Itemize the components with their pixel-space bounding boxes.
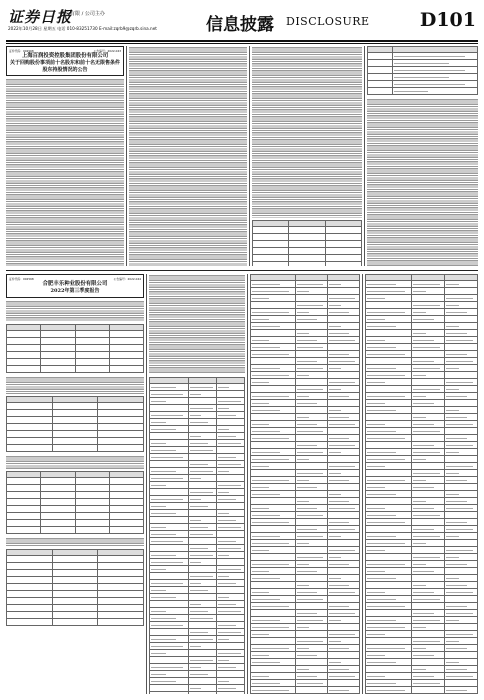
table-row <box>366 610 478 617</box>
column-divider <box>364 46 365 266</box>
table-row <box>366 428 478 435</box>
table-row <box>251 365 360 372</box>
table-row <box>150 538 245 545</box>
table-row <box>251 561 360 568</box>
table-row <box>150 447 245 454</box>
table-row <box>366 547 478 554</box>
table-row <box>150 573 245 580</box>
table-row <box>251 442 360 449</box>
column-divider <box>247 274 248 694</box>
table-row <box>150 629 245 636</box>
table-row <box>251 680 360 687</box>
table-row <box>150 391 245 398</box>
table-row <box>150 468 245 475</box>
table-row <box>251 379 360 386</box>
table-row <box>251 477 360 484</box>
table-row <box>251 484 360 491</box>
bottom-column-4 <box>365 274 478 694</box>
table-row <box>251 568 360 575</box>
table-row <box>150 475 245 482</box>
table-row <box>251 694 360 695</box>
table-row <box>366 442 478 449</box>
table-row <box>150 510 245 517</box>
table-row <box>366 575 478 582</box>
article-body-text <box>6 537 144 547</box>
table-row <box>366 512 478 519</box>
article-body-text <box>367 98 478 266</box>
table-row <box>366 470 478 477</box>
table-row <box>150 587 245 594</box>
table-row <box>366 288 478 295</box>
table-row <box>150 671 245 678</box>
table-row <box>366 617 478 624</box>
table-row <box>251 512 360 519</box>
table-row <box>150 685 245 692</box>
table-row <box>366 645 478 652</box>
table-row <box>150 552 245 559</box>
table-row <box>150 664 245 671</box>
company-name: 上海百润投资控股集团股份有限公司 <box>21 53 109 59</box>
table-row <box>251 526 360 533</box>
table-row <box>366 344 478 351</box>
logo-subtitle: 股份有限 / 公司主办 <box>60 11 105 17</box>
table-row <box>366 659 478 666</box>
table-row <box>150 650 245 657</box>
table-row <box>150 419 245 426</box>
article-body-text <box>149 274 245 374</box>
table-row <box>251 372 360 379</box>
column-divider <box>146 274 147 694</box>
table-row <box>251 295 360 302</box>
table-row <box>150 545 245 552</box>
table-row <box>150 678 245 685</box>
bottom-column-1 <box>6 274 144 694</box>
table-row <box>251 470 360 477</box>
company-name: 合肥丰乐种业股份有限公司 <box>42 281 108 287</box>
table-row <box>251 386 360 393</box>
masthead <box>6 4 478 46</box>
table-row <box>366 372 478 379</box>
table-row <box>366 596 478 603</box>
table-row <box>251 519 360 526</box>
announcement-number: 公告编号：2022-043 <box>93 49 121 53</box>
column-divider <box>126 46 127 266</box>
table-row <box>366 673 478 680</box>
table-row <box>366 316 478 323</box>
table-row <box>366 309 478 316</box>
table-row <box>150 559 245 566</box>
table-row <box>366 295 478 302</box>
table-row <box>251 351 360 358</box>
table-row <box>366 449 478 456</box>
newspaper-page <box>6 4 478 694</box>
table-row <box>150 433 245 440</box>
table-row <box>251 687 360 694</box>
top-column-4 <box>367 46 478 266</box>
table-row <box>150 454 245 461</box>
section-title-english: DISCLOSURE <box>286 15 370 28</box>
table-row <box>251 316 360 323</box>
table-row <box>150 643 245 650</box>
table-row <box>251 421 360 428</box>
table-row <box>251 666 360 673</box>
table-row <box>251 589 360 596</box>
table-row <box>150 622 245 629</box>
table-row <box>150 692 245 695</box>
table-row <box>150 405 245 412</box>
table-row <box>150 412 245 419</box>
financial-table <box>365 274 478 694</box>
article-body-text <box>129 46 247 266</box>
table-row <box>366 631 478 638</box>
data-table <box>6 549 144 626</box>
announcement-title: 关于回购股份事项前十名股东和前十名无限售条件股东持股情况的公告 <box>9 60 120 73</box>
table-row <box>150 601 245 608</box>
table-row <box>251 435 360 442</box>
table-row <box>150 426 245 433</box>
table-row <box>251 281 360 288</box>
table-row <box>150 608 245 615</box>
table-row <box>366 407 478 414</box>
table-row <box>251 344 360 351</box>
data-table <box>6 396 144 452</box>
table-row <box>150 517 245 524</box>
table-row <box>251 603 360 610</box>
table-row <box>366 687 478 694</box>
section-title: 信息披露 <box>206 15 274 35</box>
newspaper-logo: 证券日报 <box>8 8 73 26</box>
table-row <box>366 624 478 631</box>
table-row <box>366 414 478 421</box>
article-body-text <box>6 455 144 469</box>
stock-code: 证券代码：002568 <box>9 49 34 53</box>
financial-table <box>250 274 360 694</box>
table-row <box>366 589 478 596</box>
table-row <box>150 440 245 447</box>
top-column-2 <box>129 46 247 266</box>
table-row <box>251 456 360 463</box>
article-header-bottom <box>6 274 144 298</box>
section-divider <box>6 270 478 271</box>
table-row <box>366 680 478 687</box>
table-row <box>366 638 478 645</box>
table-row <box>251 288 360 295</box>
table-row <box>366 554 478 561</box>
financial-table <box>149 377 245 694</box>
table-row <box>251 337 360 344</box>
table-row <box>251 575 360 582</box>
article-header-top <box>6 46 124 76</box>
table-row <box>366 421 478 428</box>
table-row <box>366 526 478 533</box>
table-row <box>366 456 478 463</box>
bottom-column-2 <box>149 274 245 694</box>
table-row <box>251 302 360 309</box>
column-divider <box>362 274 363 694</box>
table-row <box>366 302 478 309</box>
table-row <box>366 519 478 526</box>
table-row <box>366 337 478 344</box>
table-row <box>150 566 245 573</box>
bottom-column-3 <box>250 274 360 694</box>
page-number: D101 <box>419 9 476 31</box>
table-row <box>366 694 478 695</box>
article-body-text <box>6 376 144 394</box>
table-row <box>366 386 478 393</box>
table-row <box>366 351 478 358</box>
table-row <box>251 358 360 365</box>
table-row <box>251 400 360 407</box>
table-row <box>366 568 478 575</box>
table-row <box>366 365 478 372</box>
table-row <box>366 582 478 589</box>
table-row <box>150 489 245 496</box>
table-row <box>251 491 360 498</box>
table-row <box>366 400 478 407</box>
table-row <box>251 652 360 659</box>
data-table <box>6 324 144 373</box>
table-row <box>251 638 360 645</box>
table-row <box>150 461 245 468</box>
table-row <box>366 666 478 673</box>
table-row <box>150 384 245 391</box>
table-row <box>150 398 245 405</box>
top-column-1 <box>6 46 124 266</box>
table-row <box>366 358 478 365</box>
table-row <box>150 636 245 643</box>
table-row <box>150 594 245 601</box>
article-body-text <box>6 300 144 322</box>
announcement-number: 公告编号：2022-044 <box>113 277 141 281</box>
masthead-rule-thin <box>6 43 478 44</box>
table-row <box>150 524 245 531</box>
dateline: 2022年10月28日 星期五 电话 010-83251730 E-mail:zqrb9@zqrb.sina.net <box>8 26 157 31</box>
table-row <box>251 449 360 456</box>
table-row <box>251 505 360 512</box>
table-row <box>251 393 360 400</box>
table-row <box>251 596 360 603</box>
column-divider <box>249 46 250 266</box>
table-row <box>251 673 360 680</box>
stock-code: 证券代码：002568 <box>9 277 34 281</box>
table-row <box>366 533 478 540</box>
table-row <box>366 330 478 337</box>
report-title: 2022年第三季度报告 <box>50 288 100 294</box>
masthead-rule <box>6 40 478 42</box>
table-row <box>251 414 360 421</box>
table-row <box>251 659 360 666</box>
table-row <box>366 477 478 484</box>
table-row <box>150 482 245 489</box>
top-column-3 <box>252 46 362 266</box>
table-row <box>150 657 245 664</box>
table-row <box>366 281 478 288</box>
table-row <box>366 603 478 610</box>
table-row <box>251 547 360 554</box>
table-row <box>251 624 360 631</box>
data-table <box>6 471 144 534</box>
article-body-text <box>6 78 124 266</box>
table-row <box>366 463 478 470</box>
table-row <box>251 407 360 414</box>
table-row <box>366 435 478 442</box>
table-row <box>366 652 478 659</box>
table-row <box>251 554 360 561</box>
table-row <box>366 491 478 498</box>
table-row <box>150 503 245 510</box>
table-row <box>366 505 478 512</box>
table-row <box>366 540 478 547</box>
table-row <box>150 580 245 587</box>
table-row <box>150 531 245 538</box>
table-row <box>251 309 360 316</box>
article-body-text <box>252 46 362 218</box>
data-table <box>367 46 478 95</box>
table-row <box>251 463 360 470</box>
table-row <box>366 498 478 505</box>
table-row <box>251 428 360 435</box>
table-row <box>251 645 360 652</box>
table-row <box>251 617 360 624</box>
table-row <box>150 615 245 622</box>
table-row <box>150 496 245 503</box>
table-row <box>366 484 478 491</box>
table-row <box>366 393 478 400</box>
data-table <box>252 220 362 266</box>
table-row <box>251 540 360 547</box>
table-row <box>251 582 360 589</box>
table-row <box>251 498 360 505</box>
table-row <box>251 323 360 330</box>
table-row <box>251 330 360 337</box>
table-row <box>251 533 360 540</box>
table-row <box>251 631 360 638</box>
table-row <box>251 610 360 617</box>
table-row <box>366 379 478 386</box>
table-row <box>366 561 478 568</box>
table-row <box>366 323 478 330</box>
